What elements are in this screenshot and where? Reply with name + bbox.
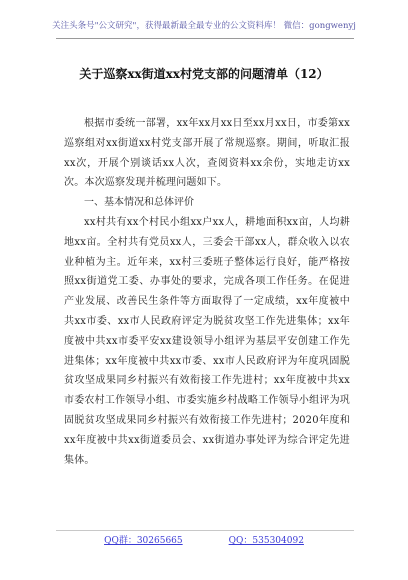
footer-divider <box>56 530 354 531</box>
qq-number: QQ：535304092 <box>228 536 304 546</box>
document-title: 关于巡察xx街道xx村党支部的问题清单（12） <box>79 67 329 81</box>
qq-group-number: QQ群：30265665 <box>104 536 183 546</box>
body-paragraph: xx村共有xx个村民小组xx户xx人，耕地面积xx亩，人均耕地xx亩。全村共有党员xx人，三委会干部xx人，群众收入以农业种植为主。近年来，xx村三委班子整体运行良好，能严格按照xx街道党工委、办事处的要求，完成各项工作任务。在促进产业发展、改善民生条件等方面取得了一定成绩，xx年度被中共xx市委、xx市人民政府评定为脱贫攻坚工作先进集体；xx年度被中共xx市委平安xx建设领导小组评为基层平安创建工作先进集体；xx年度被中共xx市委、xx市人民政府评为年度巩固脱贫攻坚成果同乡村振兴有效衔接工作先进村；xx年度被中共xx市委农村工作领导小组、市委实施乡村战略工作领导小组评为巩固脱贫攻坚成果同乡村振兴有效衔接工作先进村；2020年度和xx年度被中共xx街道委员会、xx街道办事处评为综合评定先进集体。 <box>64 216 350 466</box>
document-body <box>64 114 350 470</box>
header-banner: 关注头条号"公文研究"，获得最新最全最专业的公文资料库！ 微信：gongwenyj <box>52 21 356 31</box>
footer-contact <box>0 535 408 547</box>
intro-paragraph: 根据市委统一部署，xx年xx月xx日至xx月xx日，市委第xx巡察组对xx街道xx村党支部开展了常规巡察。期间，听取汇报xx次，开展个别谈话xx人次，查阅资料xx余份，实地走访xx次。本次巡察发现并梳理问题如下。 <box>64 118 350 189</box>
header-divider <box>56 38 354 39</box>
section-heading: 一、基本情况和总体评价 <box>84 197 194 209</box>
